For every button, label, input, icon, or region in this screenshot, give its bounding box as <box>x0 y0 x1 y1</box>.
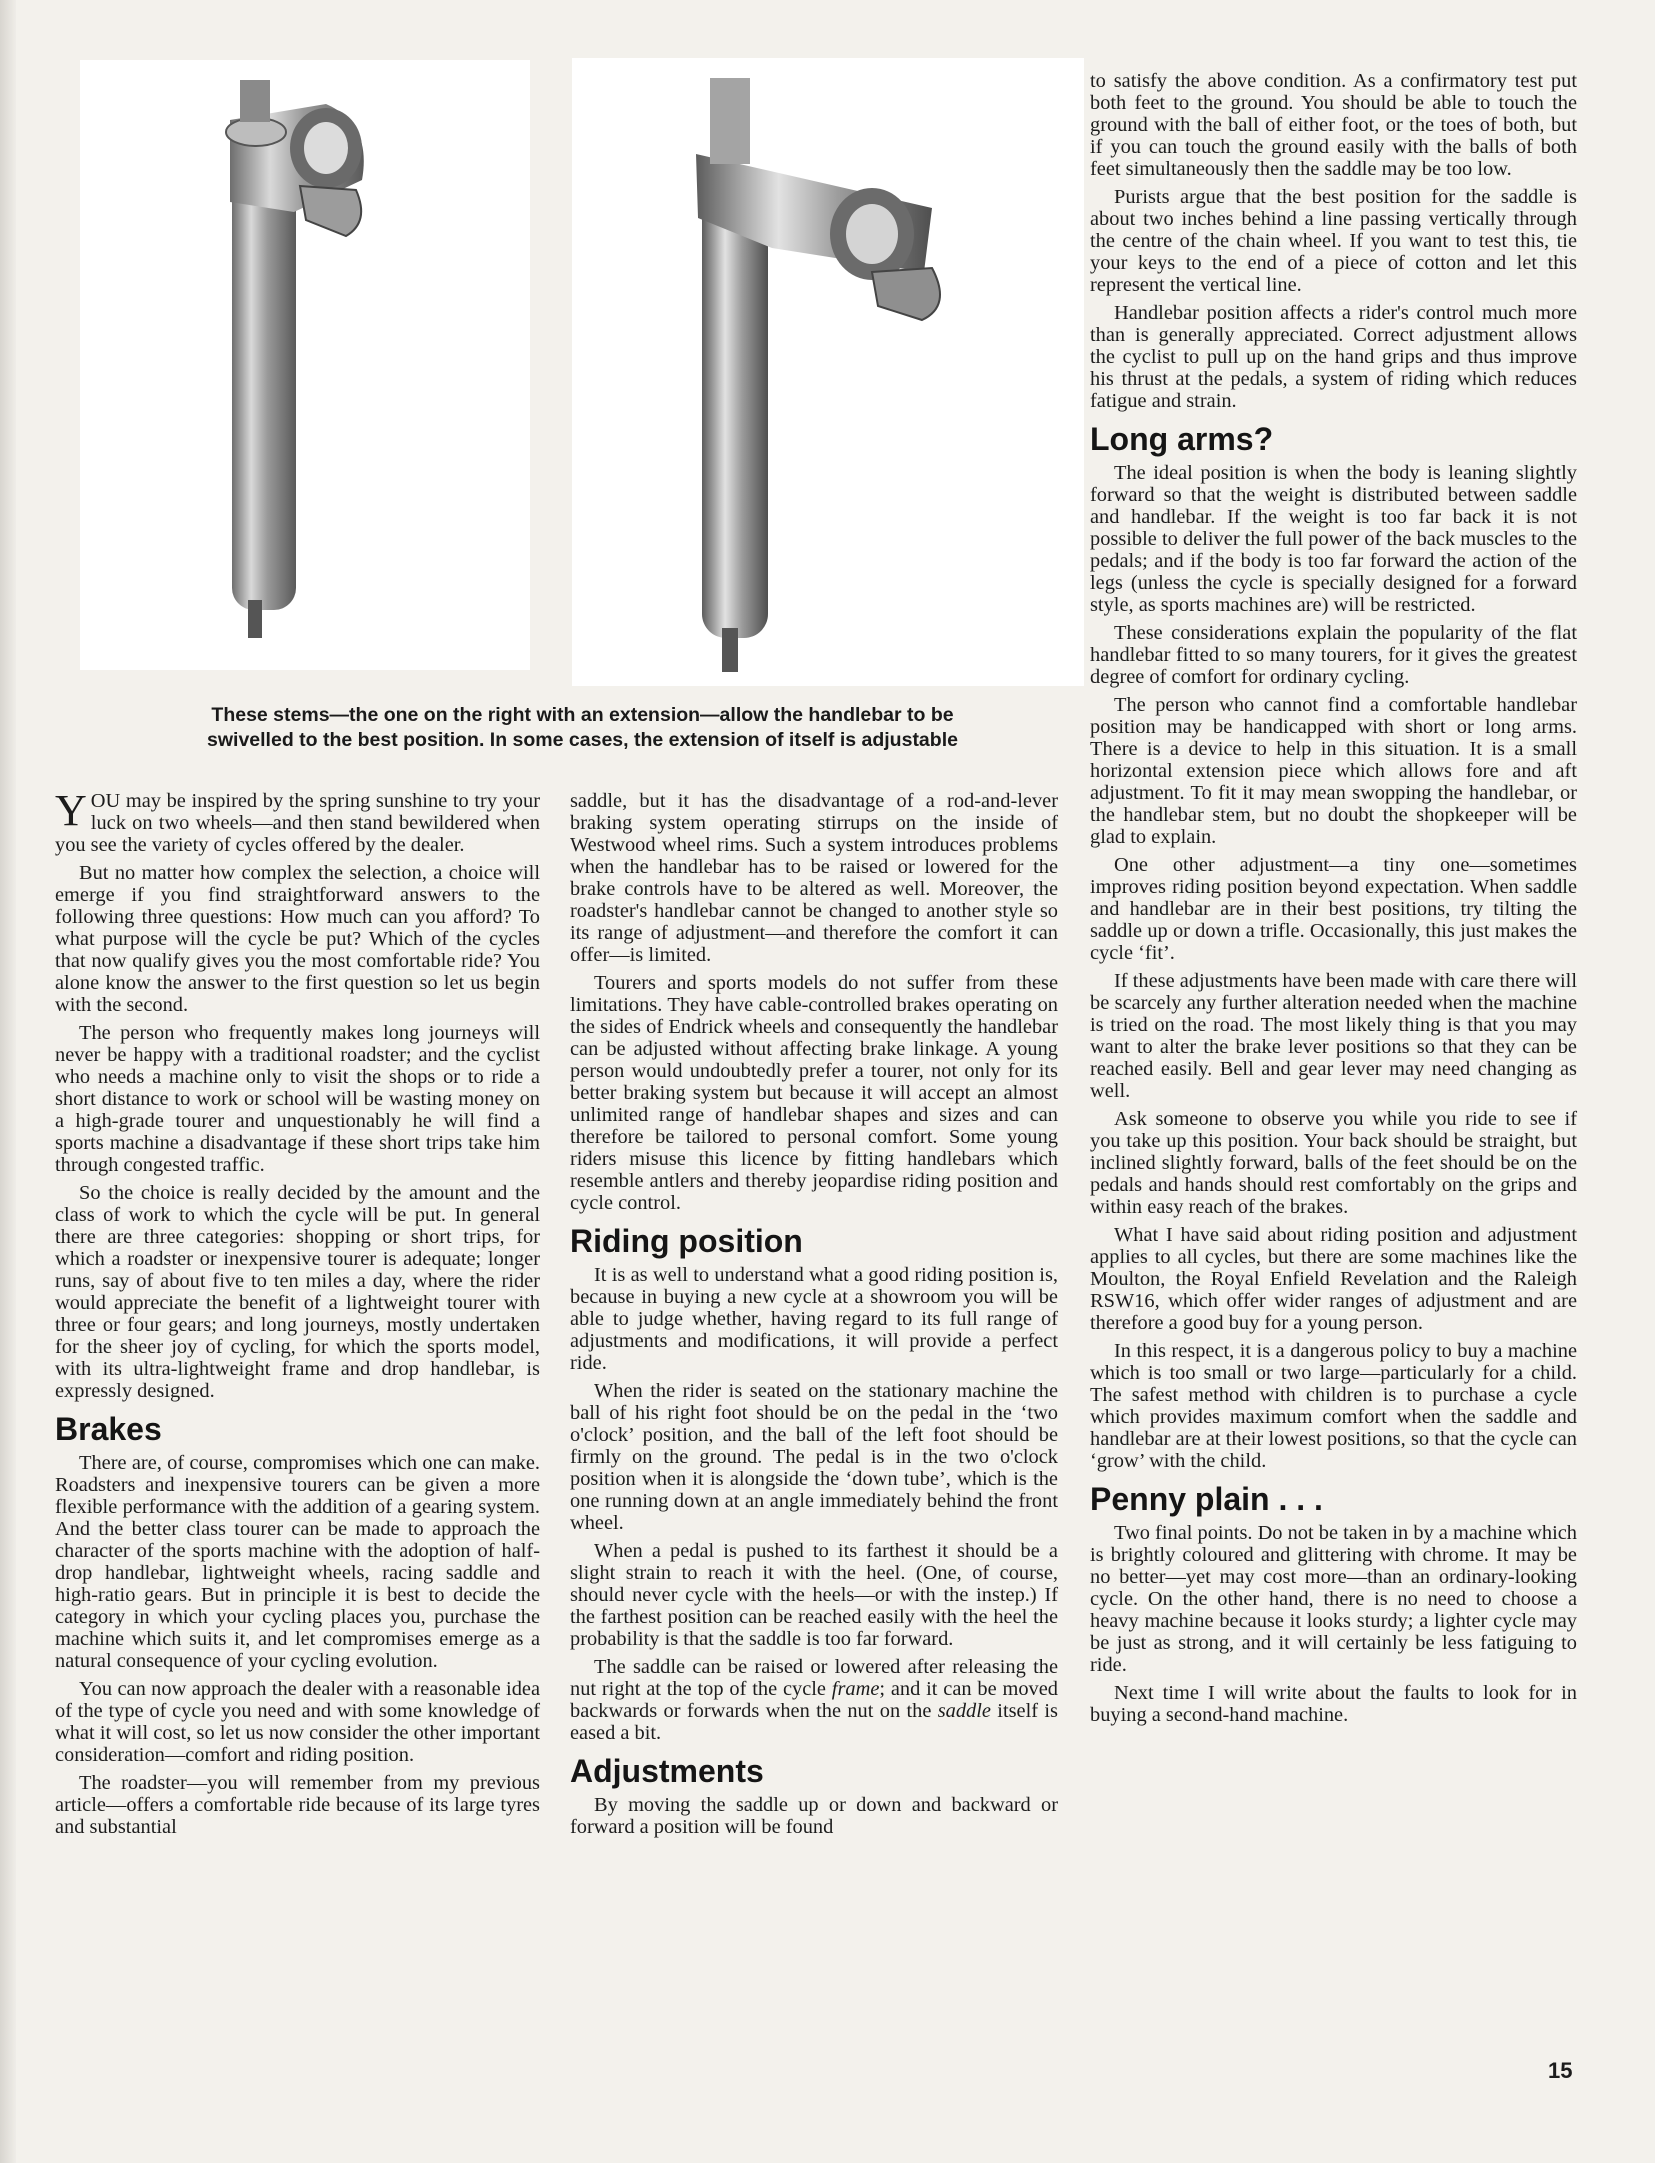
italic-text: saddle <box>937 1700 991 1722</box>
paragraph: Ask someone to observe you while you ride to see if you take up this position. Your back should be straight, but inclined slightly forward, balls of the feet should be on the pedals and hands should rest comfortably on the grips and within easy reach of the brakes. <box>1090 1108 1577 1218</box>
column-1 <box>55 786 540 1844</box>
paragraph-text: The saddle can be raised or lowered after releasing the nut right at the top of the cycle <box>570 1656 1058 1700</box>
paragraph: You can now approach the dealer with a reasonable idea of the type of cycle you need and with some knowledge of what it will cost, so let us now consider the other important consideration—comfort and riding position. <box>55 1678 540 1766</box>
heading-adjustments: Adjustments <box>570 1753 764 1789</box>
paragraph: In this respect, it is a dangerous policy to buy a machine which is too small or two large—particularly for a child. The safest method with children is to purchase a cycle which provides maximum comfort when the saddle and handlebar are at their lowest positions, so that the cycle can ‘grow’ with the child. <box>1090 1340 1577 1472</box>
paragraph: The person who frequently makes long journeys will never be happy with a traditional roadster; and the cyclist who needs a machine only to visit the shops or to ride a short distance to work or school will be wasting money on a high-grade tourer and unquestionably he will find a sports machine a disadvantage if these short trips take him through congested traffic. <box>55 1022 540 1176</box>
paragraph: Handlebar position affects a rider's control much more than is generally appreciated. Correct adjustment allows the cyclist to pull up on the hand grips and thus improve his thrust at the pedals, a system of riding which reduces fatigue and strain. <box>1090 302 1577 412</box>
drop-cap: Y <box>55 786 87 835</box>
paragraph: When a pedal is pushed to its farthest it should be a slight strain to reach it with the heel. (One, of course, should never cycle with the heels—or with the instep.) If the farthest position can be reached easily with the heel the probability is that the saddle is too far forward. <box>570 1540 1058 1650</box>
column-2 <box>570 790 1058 1844</box>
stem-photo-right <box>572 58 1084 686</box>
paragraph: The roadster—you will remember from my previous article—offers a comfortable ride because of its large tyres and substantial <box>55 1772 540 1838</box>
heading-long-arms: Long arms? <box>1090 421 1274 457</box>
heading-penny-plain: Penny plain . . . <box>1090 1481 1323 1517</box>
paragraph: Two final points. Do not be taken in by a machine which is brightly coloured and glittering with chrome. It may be no better—yet may cost more—than an ordinary-looking cycle. On the other hand, there is no need to choose a heavy machine because it looks sturdy; a lighter cycle may be just as strong, and it will certainly be less fatiguing to ride. <box>1090 1522 1577 1676</box>
paragraph: There are, of course, compromises which one can make. Roadsters and inexpensive tourers can be given a more flexible performance with the addition of a gearing system. And the better class tourer can be made to approach the character of the sports machine with the adoption of half-drop handlebar, lightweight wheels, racing saddle and high-ratio gears. But in principle it is best to decide the category in which your cycling places you, purchase the machine which suits it, and let compromises emerge as a natural consequence of your cycling evolution. <box>55 1452 540 1672</box>
paragraph: to satisfy the above condition. As a confirmatory test put both feet to the ground. You should be able to touch the ground with the ball of either foot, or the toes of both, but if you can touch the ground easily with the balls of both feet simultaneously then the saddle may be too low. <box>1090 70 1577 180</box>
photo-caption <box>50 703 1115 753</box>
paragraph: saddle, but it has the disadvantage of a rod-and-lever braking system operating stirrups on the inside of Westwood wheel rims. Such a system introduces problems when the handlebar has to be raised or lowered for the brake controls have to be altered as well. Moreover, the roadster's handlebar cannot be changed to another style so its range of adjustment—and therefore the comfort it can offer—is limited. <box>570 790 1058 966</box>
paragraph: One other adjustment—a tiny one—sometimes improves riding position beyond expectation. When saddle and handlebar are in their best positions, try tilting the saddle up or down a trifle. Occasionally, this just makes the cycle ‘fit’. <box>1090 854 1577 964</box>
handlebar-stem-extension-illustration <box>572 58 1084 686</box>
paragraph: Next time I will write about the faults to look for in buying a second-hand machine. <box>1090 1682 1577 1726</box>
paragraph: When the rider is seated on the stationary machine the ball of his right foot should be on the pedal in the ‘two o'clock’ position, and the ball of the left foot should be firmly on the ground. The pedal is in the two o'clock position when it is alongside the ‘down tube’, which is the one running down at an angle immediately behind the front wheel. <box>570 1380 1058 1534</box>
paragraph: So the choice is really decided by the amount and the class of work to which the cycle will be put. In general there are three categories: shopping or short trips, for which a roadster or inexpensive tourer is adequate; longer runs, say of about five to ten miles a day, where the rider would appreciate the benefit of a lightweight tourer with three or four gears; and long journeys, mostly undertaken for the sheer joy of cycling, for which the sports model, with its ultra-lightweight frame and drop handlebar, is expressly designed. <box>55 1182 540 1402</box>
paragraph-text: itself is eased a bit. <box>570 1700 1058 1744</box>
paragraph: By moving the saddle up or down and backward or forward a position will be found <box>570 1794 1058 1838</box>
column-3 <box>1090 70 1577 1732</box>
paragraph: Tourers and sports models do not suffer from these limitations. They have cable-controlled brakes operating on the sides of Endrick wheels and consequently the handlebar can be adjusted without affecting brake linkage. A young person would undoubtedly prefer a tourer, not only for its better braking system but because it will accept an almost unlimited range of handlebar shapes and sizes and can therefore be tailored to personal comfort. Some young riders misuse this licence by fitting handlebars which resemble antlers and thereby jeopardise riding position and cycle control. <box>570 972 1058 1214</box>
paragraph-text: OU may be inspired by the spring sunshine to try your luck on two wheels—and then stand bewildered when you see the variety of cycles offered by the dealer. <box>55 790 540 856</box>
paragraph: These considerations explain the popularity of the flat handlebar fitted to so many tourers, for it gives the greatest degree of comfort for ordinary cycling. <box>1090 622 1577 688</box>
paragraph: It is as well to understand what a good riding position is, because in buying a new cycle at a showroom you will be able to judge whether, having regard to its full range of adjustments and modifications, it will provide a perfect ride. <box>570 1264 1058 1374</box>
italic-text: frame <box>831 1678 880 1700</box>
heading-brakes: Brakes <box>55 1411 162 1447</box>
paragraph: If these adjustments have been made with care there will be scarcely any further alteration needed when the machine is tried on the road. The most likely thing is that you may want to alter the brake lever positions so that they can be reached easily. Bell and gear lever may need changing as well. <box>1090 970 1577 1102</box>
paragraph: The ideal position is when the body is leaning slightly forward so that the weight is distributed between saddle and handlebar. If the weight is too far back it is not possible to deliver the full power of the back muscles to the pedals; and if the body is too far forward the action of the legs (unless the cycle is specially designed for a forward style, as sports machines are) will be restricted. <box>1090 462 1577 616</box>
paragraph: What I have said about riding position and adjustment applies to all cycles, but there are some machines like the Moulton, the Royal Enfield Revelation and the Raleigh RSW16, which offer wider ranges of adjustment and are therefore a good buy for a young person. <box>1090 1224 1577 1334</box>
page-number: 15 <box>1548 2058 1573 2083</box>
page-spine-shadow <box>0 0 16 2163</box>
stem-photo-left <box>80 60 530 670</box>
paragraph: Purists argue that the best position for the saddle is about two inches behind a line passing vertically through the centre of the chain wheel. If you want to test this, tie your keys to the end of a piece of cotton and let this represent the vertical line. <box>1090 186 1577 296</box>
paragraph <box>55 786 540 856</box>
heading-riding-position: Riding position <box>570 1223 803 1259</box>
paragraph-text: ; and it can be moved backwards or forwards when the nut on the <box>570 1678 1058 1722</box>
paragraph <box>570 1656 1058 1744</box>
caption-line-1: These stems—the one on the right with an extension—allow the handlebar to be <box>211 704 954 726</box>
paragraph: The person who cannot find a comfortable handlebar position may be handicapped with short or long arms. There is a device to help in this situation. It is a small horizontal extension piece which allows fore and aft adjustment. To fit it may mean swopping the handlebar, or the handlebar stem, but no doubt the shopkeeper will be glad to explain. <box>1090 694 1577 848</box>
handlebar-stem-illustration <box>80 60 530 670</box>
caption-line-2: swivelled to the best position. In some cases, the extension of itself is adjustable <box>207 729 958 751</box>
paragraph: But no matter how complex the selection, a choice will emerge if you find straightforward answers to the following three questions: How much can you afford? To what purpose will the cycle be put? Which of the cycles that now qualify gives you the most comfortable ride? You alone know the answer to the first question so let us begin with the second. <box>55 862 540 1016</box>
